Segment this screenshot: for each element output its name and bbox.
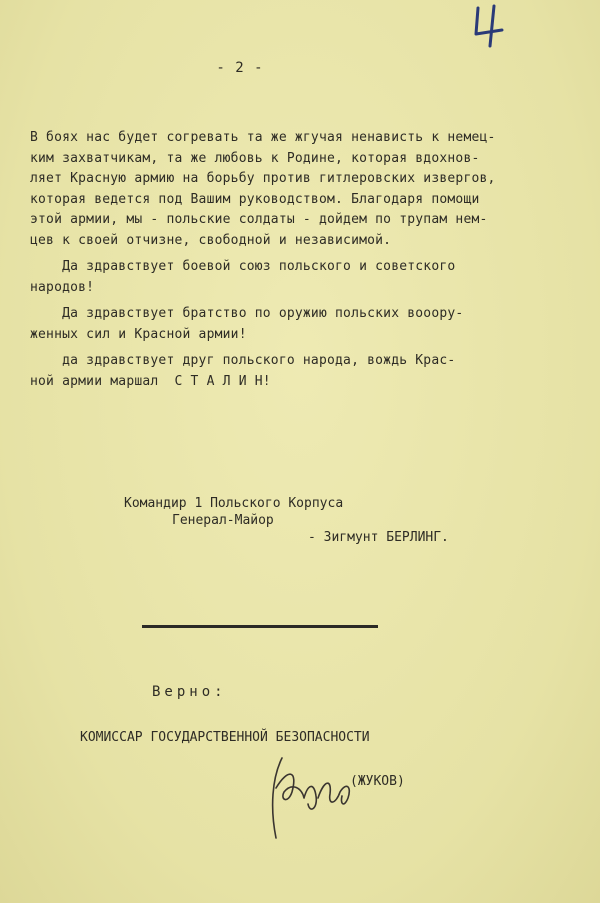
commissar-name: (ЖУКОВ) — [350, 774, 405, 789]
text-line: ляет Красную армию на борьбу против гитлеровских извергов, — [30, 171, 496, 186]
separator-rule — [142, 625, 378, 628]
commander-name: - Зигмунт БЕРЛИНГ. — [308, 530, 449, 545]
text-line: ной армии маршал С Т А Л И Н! — [30, 373, 271, 389]
text-line: народов! — [30, 279, 95, 295]
paragraph-2 — [30, 257, 582, 298]
text-line: да здравствует друг польского народа, вождь Крас- — [30, 353, 456, 368]
text-line: цев к своей отчизне, свободной и независимой. — [30, 232, 392, 248]
text-line: женных сил и Красной армии! — [30, 326, 247, 342]
commissar-title: КОМИССАР ГОСУДАРСТВЕННОЙ БЕЗОПАСНОСТИ — [80, 730, 370, 745]
commander-title: Командир 1 Польского Корпуса — [124, 496, 344, 511]
paragraph-3 — [30, 304, 582, 345]
page-number: - 2 - — [216, 60, 264, 76]
paragraph-1 — [30, 128, 582, 251]
handwritten-signature — [262, 748, 362, 848]
text-line: Да здравствует боевой союз польского и советского — [30, 259, 456, 274]
text-line: Да здравствует братство по оружию польских вооору- — [30, 306, 464, 321]
handwritten-page-number — [472, 4, 522, 48]
certification-label: Верно: — [152, 684, 227, 700]
text-line: В боях нас будет согревать та же жгучая ненависть к немец- — [30, 130, 496, 145]
paragraph-4 — [30, 351, 582, 392]
text-line: которая ведется под Вашим руководством. Благодаря помощи — [30, 191, 480, 207]
text-line: ким захватчикам, та же любовь к Родине, которая вдохнов- — [30, 150, 480, 166]
letter-body — [30, 128, 582, 392]
text-line: этой армии, мы - польские солдаты - дойдем по трупам нем- — [30, 212, 488, 227]
commander-rank: Генерал-Майор — [172, 513, 274, 528]
